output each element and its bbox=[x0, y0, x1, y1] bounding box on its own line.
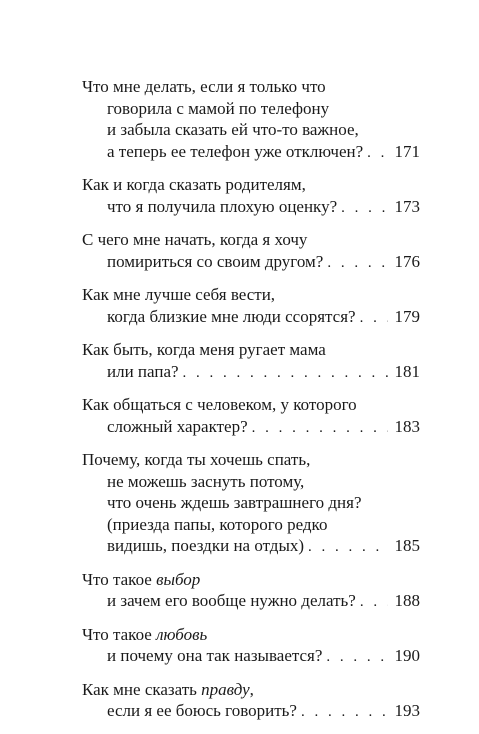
page-number: 181 bbox=[394, 361, 420, 381]
entry-title-line: сложный характер? bbox=[107, 416, 248, 436]
dot-leader bbox=[301, 702, 388, 724]
entry-title-line: Что мне делать, если я только что bbox=[82, 77, 326, 96]
entry-title-line: когда близкие мне люди ссорятся? bbox=[107, 306, 356, 326]
entry-title-line: Почему, когда ты хочешь спать, bbox=[82, 450, 311, 469]
entry-title-emphasis: любовь bbox=[156, 624, 208, 644]
entry-title-line: Как и когда сказать родителям, bbox=[82, 175, 306, 194]
page-number: 193 bbox=[394, 701, 420, 720]
entry-last-line bbox=[82, 535, 420, 559]
dot-leader bbox=[367, 143, 388, 165]
page-number: 179 bbox=[394, 306, 420, 326]
toc-entry bbox=[82, 284, 420, 329]
entry-title-emphasis: выбор bbox=[156, 569, 201, 589]
entry-title-line: и зачем его вообще нужно делать? bbox=[107, 591, 356, 610]
entry-last-line bbox=[82, 416, 420, 440]
entry-title-line: или папа? bbox=[107, 361, 179, 381]
dot-leader bbox=[360, 308, 388, 330]
dot-leader bbox=[360, 592, 388, 614]
page-number: 173 bbox=[394, 196, 420, 216]
entry-title-emphasis: правду bbox=[201, 679, 250, 699]
entry-title-line: С чего мне начать, когда я хочу bbox=[82, 230, 308, 249]
entry-title-text: Что такое bbox=[82, 569, 157, 589]
toc-entry bbox=[82, 174, 420, 219]
toc-entry bbox=[82, 679, 420, 724]
toc-entry bbox=[82, 76, 420, 164]
dot-leader bbox=[327, 253, 388, 275]
entry-last-line bbox=[82, 251, 420, 275]
entry-last-line bbox=[82, 141, 420, 165]
toc-entry bbox=[82, 394, 420, 439]
table-of-contents bbox=[82, 76, 420, 734]
page-number: 183 bbox=[394, 416, 420, 436]
entry-last-line bbox=[82, 645, 420, 669]
entry-title-line: если я ее боюсь говорить? bbox=[107, 701, 297, 720]
dot-leader bbox=[308, 537, 388, 559]
entry-title-line: не можешь заснуть потому, bbox=[107, 471, 305, 491]
entry-title-line: что очень ждешь завтрашнего дня? bbox=[107, 493, 362, 512]
toc-entry bbox=[82, 624, 420, 669]
page-number: 188 bbox=[394, 591, 420, 610]
page-number: 176 bbox=[394, 251, 420, 271]
toc-entry bbox=[82, 339, 420, 384]
entry-title-line: и забыла сказать ей что-то важное, bbox=[107, 120, 359, 139]
page-number: 190 bbox=[394, 646, 420, 665]
entry-title-line bbox=[82, 569, 420, 591]
dot-leader bbox=[252, 418, 388, 440]
entry-title-line: (приезда папы, которого редко bbox=[107, 514, 328, 534]
entry-title-line: Как быть, когда меня ругает мама bbox=[82, 340, 326, 359]
dot-leader bbox=[326, 647, 388, 669]
entry-title-text: Как мне сказать bbox=[82, 679, 202, 699]
page-number: 171 bbox=[394, 141, 420, 161]
entry-title-line: а теперь ее телефон уже отключен? bbox=[107, 141, 364, 161]
entry-title-line bbox=[82, 679, 420, 701]
entry-last-line bbox=[82, 306, 420, 330]
dot-leader bbox=[341, 198, 388, 220]
entry-last-line bbox=[82, 700, 420, 724]
entry-last-line bbox=[82, 590, 420, 614]
entry-title-line: Как общаться с человеком, у которого bbox=[82, 395, 357, 414]
entry-title-line bbox=[82, 624, 420, 646]
toc-entry bbox=[82, 449, 420, 559]
entry-last-line bbox=[82, 361, 420, 385]
toc-entry bbox=[82, 229, 420, 274]
entry-title-text: , bbox=[249, 679, 254, 699]
entry-title-text: Что такое bbox=[82, 624, 157, 644]
page-number: 185 bbox=[394, 536, 420, 555]
entry-title-line: говорила с мамой по телефону bbox=[107, 98, 330, 118]
entry-title-line: Как мне лучше себя вести, bbox=[82, 285, 276, 304]
entry-title-line: видишь, поездки на отдых) bbox=[107, 536, 305, 555]
entry-title-line: и почему она так называется? bbox=[107, 646, 323, 665]
entry-title-line: помириться со своим другом? bbox=[107, 251, 324, 271]
toc-entry bbox=[82, 569, 420, 614]
dot-leader bbox=[183, 363, 388, 385]
entry-title-line: что я получила плохую оценку? bbox=[107, 196, 338, 216]
entry-last-line bbox=[82, 196, 420, 220]
